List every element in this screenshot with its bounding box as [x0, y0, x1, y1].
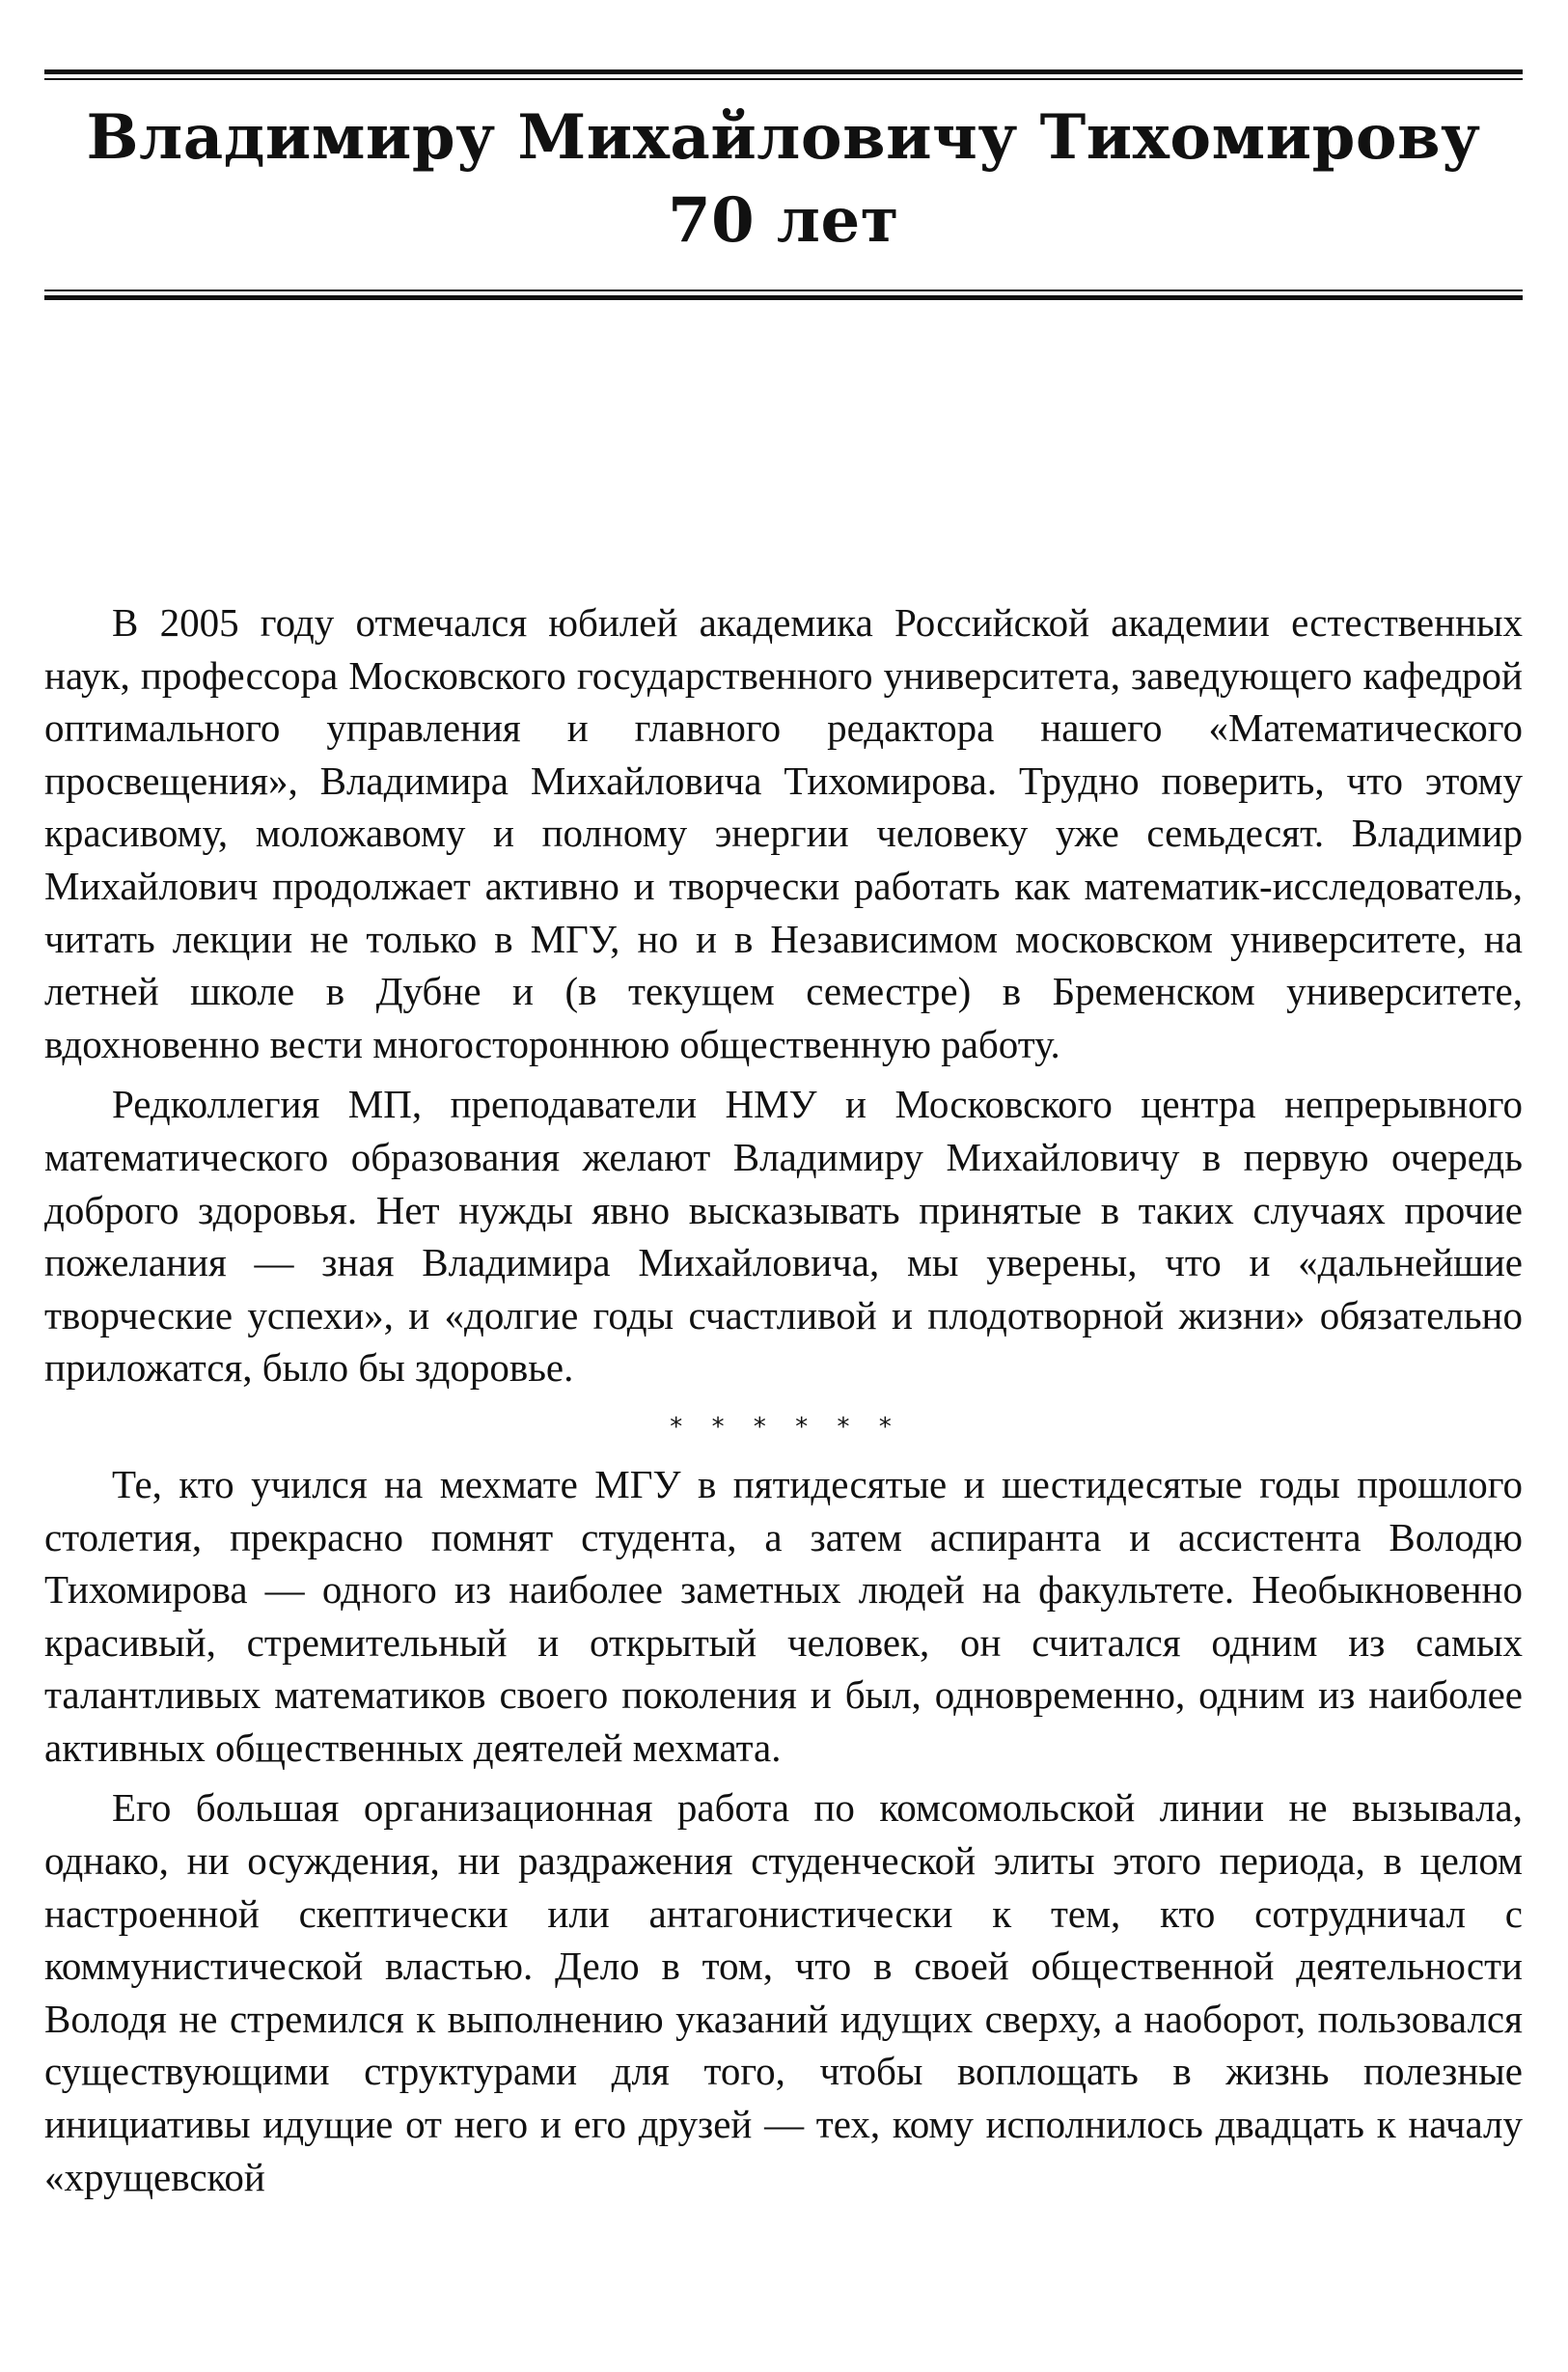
title-rule-top-thick	[44, 69, 1523, 74]
title-rule-bottom-thick	[44, 295, 1523, 300]
article-title-line-2: 70 лет	[668, 184, 899, 257]
section-separator: * * * * * *	[668, 1412, 899, 1442]
paragraph-student-years: Те, кто учился на мехмате МГУ в пятидесятые и шестидесятые годы прошлого столетия, прекрасно помнят студента, а затем аспиранта и ассистента Володю Тихомирова — одного из наиболее заметных людей на факультете. Необыкновенно красивый, стремительный и открытый человек, он считался одним из самых талантливых математиков своего поколения и был, одновременно, одним из наиболее активных общественных деятелей мехмата.	[44, 1461, 1523, 1770]
article-body	[44, 596, 1523, 2203]
paragraph-komsomol-work: Его большая организационная работа по комсомольской линии не вызывала, однако, ни осуждения, ни раздражения студенческой элиты этого периода, в целом настроенной скептически или антагонистически к тем, кто сотрудничал с коммунистической властью. Дело в том, что в своей общественной деятельности Володя не стремился к выполнению указаний идущих сверху, а наоборот, пользовался существующими структурами для того, чтобы воплощать в жизнь полезные инициативы идущие от него и его друзей — тех, кому исполнилось двадцать к началу «хрущевской	[44, 1785, 1523, 2199]
article-title-line-1: Владимиру Михайловичу Тихомирову	[86, 101, 1481, 174]
title-rule-top-thin	[44, 78, 1523, 80]
title-rule-bottom-thin	[44, 290, 1523, 291]
paragraph-jubilee: В 2005 году отмечался юбилей академика Российской академии естественных наук, профессора Московского государственного университета, заведующего кафедрой оптимального управления и главного редактора нашего «Математического просвещения», Владимира Михайловича Тихомирова. Трудно поверить, что этому красивому, моложавому и полному энергии человеку уже семьдесят. Владимир Михайлович продолжает активно и творчески работать как математик-исследователь, читать лекции не только в МГУ, но и в Независимом московском университете, на летней школе в Дубне и (в текущем семестре) в Бременском университете, вдохновенно вести многостороннюю общественную работу.	[44, 600, 1523, 1066]
paragraph-wishes: Редколлегия МП, преподаватели НМУ и Московского центра непрерывного математического образования желают Владимиру Михайловичу в первую очередь доброго здоровья. Нет нужды явно высказывать принятые в таких случаях прочие пожелания — зная Владимира Михайловича, мы уверены, что и «дальнейшие творческие успехи», и «долгие годы счастливой и плодотворной жизни» обязательно приложатся, было бы здоровье.	[44, 1082, 1523, 1391]
article-title	[44, 97, 1523, 262]
